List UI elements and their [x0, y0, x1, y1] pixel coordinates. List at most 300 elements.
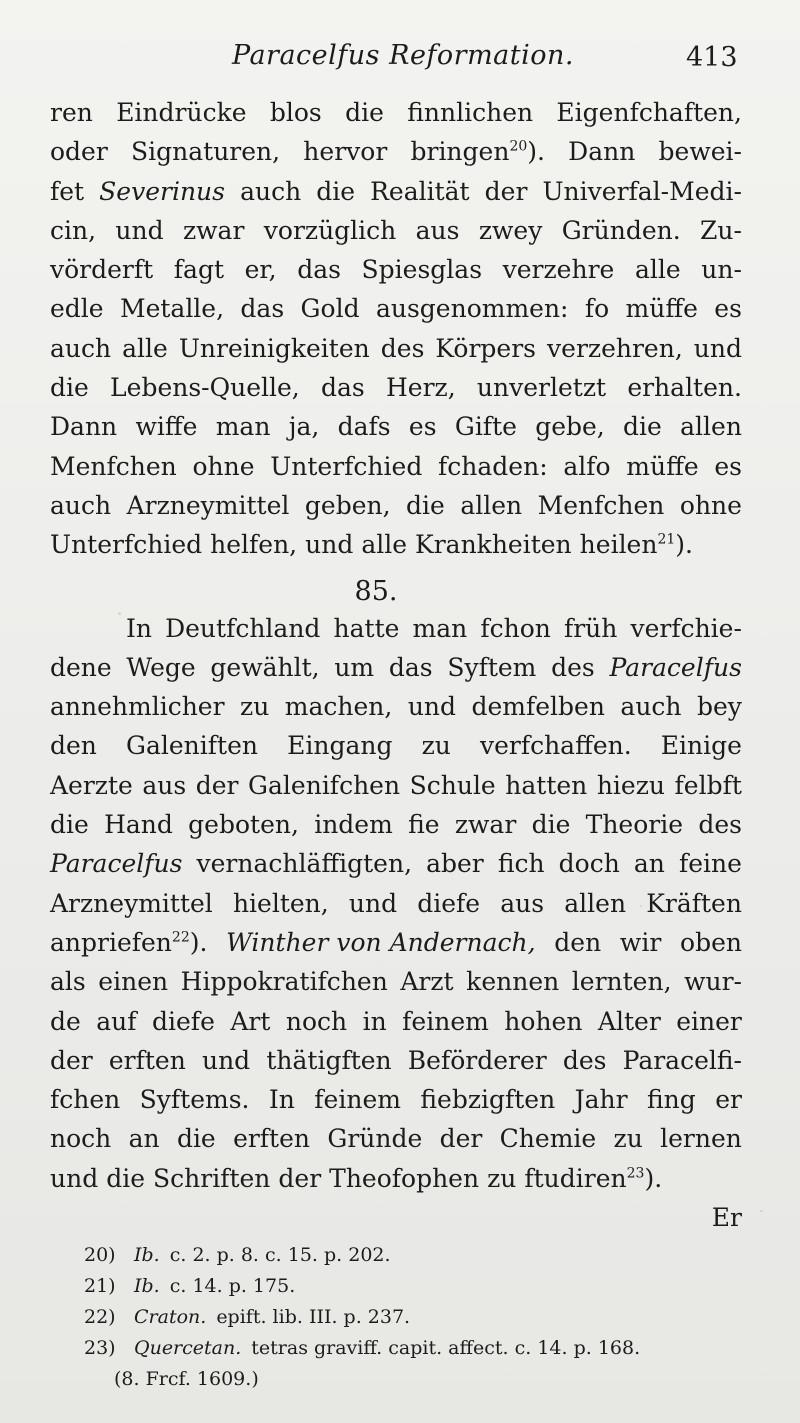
word [230, 1007, 270, 1036]
word-text: das [240, 294, 285, 324]
word-text: Einige [660, 731, 742, 761]
footnote-reference: 20 [509, 138, 528, 155]
word [426, 849, 484, 878]
footnote-text: epift. lib. III. p. 237. [216, 1306, 411, 1328]
footnote [84, 1337, 784, 1368]
word [50, 692, 225, 721]
word [542, 177, 741, 206]
word [266, 1046, 391, 1075]
word-text: Eingang [287, 731, 393, 761]
word-text: blos [269, 98, 322, 127]
word-text: die [406, 490, 445, 520]
punctuation: ). [527, 137, 545, 167]
word [50, 216, 96, 245]
word [202, 1046, 250, 1075]
word [609, 653, 741, 682]
word-text: thätigften [266, 1045, 392, 1075]
word-text: fo [584, 294, 610, 324]
word-text: auch [50, 333, 112, 363]
word [181, 967, 388, 996]
word-text: die [531, 810, 571, 840]
word [233, 1124, 310, 1153]
word-text: die [623, 412, 662, 442]
word-text: früh [563, 613, 618, 643]
word-text: Theofophen [329, 1163, 480, 1193]
word [408, 692, 456, 721]
word [679, 849, 742, 878]
word-text: vörderft [50, 255, 154, 285]
word [409, 412, 437, 441]
word [177, 1124, 216, 1153]
text-line [50, 452, 742, 491]
word [680, 412, 742, 441]
word [698, 810, 742, 839]
word [623, 1046, 742, 1075]
word-text: es [408, 412, 437, 442]
word-text: Zu- [700, 215, 742, 245]
word-text: In [268, 1085, 295, 1115]
word-text: bey [697, 692, 742, 722]
word [472, 692, 605, 721]
word [216, 412, 271, 441]
word-text: der [50, 1045, 93, 1075]
word-text: des [380, 333, 425, 363]
word [701, 255, 742, 284]
word-text: einen [98, 967, 169, 997]
word [245, 255, 277, 284]
word [626, 294, 698, 323]
word-text: hielten, [232, 888, 329, 918]
word-text: Theorie [585, 810, 684, 840]
word [174, 255, 224, 284]
word-text: und [693, 333, 742, 363]
word-text: Aerzte [50, 770, 133, 800]
word-text: allen [680, 412, 742, 442]
word [597, 771, 665, 800]
word-text: Krankheiten [415, 530, 572, 560]
word-text: Wege [126, 652, 196, 682]
word [498, 849, 545, 878]
text-line [50, 692, 742, 731]
word [402, 1007, 489, 1036]
word-text: fing [647, 1085, 696, 1115]
word [406, 491, 445, 520]
word-text: bewei- [658, 137, 742, 167]
footnote-source: Ib. [134, 1275, 160, 1297]
word [50, 1007, 81, 1036]
word [240, 294, 284, 323]
word-text: allen [564, 888, 627, 918]
word-text: müffe [626, 451, 699, 481]
text-line [50, 334, 742, 373]
text-line [50, 967, 742, 1006]
word [370, 177, 470, 206]
word-text: Beförderer [407, 1045, 547, 1075]
word [327, 1124, 422, 1153]
word [487, 1164, 516, 1193]
word-text: erften [108, 1045, 186, 1075]
word [684, 967, 742, 996]
word [376, 294, 569, 323]
word-text: Herz, [386, 373, 456, 403]
word [480, 614, 551, 643]
word [126, 731, 258, 760]
text-line [50, 1164, 742, 1203]
word-text: die [345, 98, 384, 127]
word [321, 373, 365, 402]
word [630, 614, 741, 643]
text-line [50, 810, 742, 849]
word-text: Chemie [499, 1124, 597, 1154]
word-text: hohen [504, 1006, 583, 1036]
word-text: des [551, 652, 595, 682]
word [575, 1085, 628, 1114]
word-text: feine [678, 849, 742, 879]
word-text: verfchie- [630, 613, 742, 643]
word-text: erften [233, 1124, 311, 1154]
text-line [50, 255, 742, 294]
word-text: Dann [568, 137, 636, 167]
word-text: demfelben [471, 692, 605, 722]
word-text: und [115, 215, 164, 245]
word-text: helfen, [210, 530, 298, 560]
word-text: auch [50, 490, 112, 520]
word [109, 1046, 186, 1075]
word-text: un- [701, 255, 742, 285]
word [349, 889, 397, 918]
word-text: Syftem [447, 652, 537, 682]
word-text: Gründen. [561, 215, 681, 245]
word-text: und [201, 1045, 251, 1075]
word-text: aus [142, 770, 187, 800]
paragraph-2 [50, 614, 742, 1203]
word [126, 614, 152, 643]
word [106, 1164, 145, 1193]
word [466, 967, 559, 996]
word-text: Arzt [400, 967, 454, 997]
word [50, 1046, 93, 1075]
footnote-reference: 23 [626, 1165, 645, 1182]
word [314, 810, 393, 839]
word [361, 530, 407, 559]
word-text: fchon [480, 613, 551, 643]
word [563, 452, 610, 481]
word-text: Signaturen, [131, 137, 281, 167]
text-line [50, 177, 742, 216]
word [120, 294, 224, 323]
word [504, 1007, 582, 1036]
word [305, 530, 353, 559]
text-line [50, 1046, 742, 1085]
word-text: um [334, 652, 375, 682]
word-text: kennen [466, 967, 560, 997]
word [110, 373, 300, 402]
word [455, 412, 517, 441]
word [270, 452, 422, 481]
text-line [50, 530, 742, 569]
word-text: und [407, 692, 457, 722]
word-text: wur- [684, 967, 742, 997]
word-text: doch [558, 849, 620, 879]
word-text: lernen [660, 1124, 742, 1154]
word-text: aber [426, 849, 484, 879]
word-text: es [714, 294, 742, 324]
word [647, 1085, 696, 1114]
word [96, 1007, 136, 1036]
word [233, 889, 329, 918]
word [316, 177, 355, 206]
word [338, 412, 391, 441]
text-line [50, 1124, 742, 1163]
paragraph-1 [50, 98, 742, 570]
word [50, 452, 177, 481]
word [477, 373, 606, 402]
word [50, 1124, 111, 1153]
word [248, 771, 400, 800]
word [620, 692, 681, 721]
word-text: vorzüglich [263, 215, 397, 245]
word [410, 137, 544, 166]
punctuation: ). [675, 530, 693, 560]
word [422, 731, 451, 760]
word [192, 452, 254, 481]
word [50, 967, 86, 996]
word-text: in [362, 1006, 387, 1036]
word [676, 1007, 742, 1036]
word [99, 177, 225, 206]
word-text: aus [415, 215, 460, 245]
word [580, 530, 693, 559]
footnote-number: 20) [84, 1244, 116, 1266]
word [264, 216, 397, 245]
word [413, 614, 468, 643]
footnote-text: tetras graviff. capit. affect. c. 14. p. 168. [251, 1337, 641, 1359]
word-text: alle [634, 255, 681, 285]
running-title: Paracelfus Reformation. [232, 40, 574, 71]
word [289, 412, 320, 441]
word-text: Metalle, [119, 294, 225, 324]
word-text: Arzneymittel [50, 888, 213, 918]
text-line [50, 137, 742, 176]
text-line [50, 216, 742, 255]
word [620, 928, 661, 957]
word [408, 810, 439, 839]
word-text: Eigenfchaften, [556, 98, 742, 127]
word-text: das [388, 652, 433, 682]
word [314, 1085, 401, 1114]
word-text: fagt [173, 255, 225, 285]
word [50, 255, 153, 284]
word [104, 810, 173, 839]
word-text: Syftems. [139, 1085, 250, 1115]
word [301, 294, 360, 323]
word [50, 928, 207, 957]
word [183, 216, 244, 245]
word-text: Jahr [574, 1085, 628, 1115]
word [680, 491, 742, 520]
word [480, 731, 632, 760]
word-text: hatte [333, 613, 400, 643]
word [626, 452, 698, 481]
word-text: alle [122, 333, 168, 363]
word-text: Paracelfi- [622, 1045, 742, 1075]
word-text: und [305, 530, 354, 560]
word [386, 373, 456, 402]
word [715, 1085, 742, 1114]
word [680, 928, 742, 957]
word [98, 967, 168, 996]
footnote-source: Quercetan. [134, 1337, 242, 1359]
word [572, 967, 672, 996]
word [435, 334, 536, 363]
word [381, 334, 425, 363]
word-text: den [50, 731, 97, 761]
word [122, 334, 168, 363]
word-text: Arzneymittel [126, 490, 290, 520]
word-text: verzehre [502, 255, 615, 285]
word-text: Paracelfus [50, 849, 183, 879]
word-text: de [50, 1006, 81, 1036]
word [197, 849, 413, 878]
word-text: alle [361, 530, 408, 560]
word [135, 412, 197, 441]
word [345, 98, 384, 127]
word [440, 1124, 483, 1153]
footnote [84, 1306, 784, 1337]
word-text: gebe, [535, 412, 605, 442]
paper-speck [118, 612, 121, 615]
word [50, 1085, 120, 1114]
word [455, 810, 516, 839]
word-text: der [484, 176, 528, 206]
footnote-reference: 21 [657, 531, 676, 548]
word [50, 530, 202, 559]
word-text: man [412, 613, 468, 643]
word-text: hatten [505, 770, 588, 800]
word [240, 177, 301, 206]
word-text: fie [408, 810, 440, 840]
word [661, 731, 742, 760]
text-line [50, 614, 742, 653]
word-text: Körpers [435, 333, 537, 363]
word [564, 614, 617, 643]
word [334, 614, 400, 643]
word [532, 810, 571, 839]
word-text: lernten, [571, 967, 672, 997]
word-text: Gold [300, 294, 360, 324]
word [410, 771, 496, 800]
word-text: Gründe [327, 1124, 423, 1154]
word [400, 967, 453, 996]
text-line [50, 928, 742, 967]
word-text: feinem [402, 1006, 489, 1036]
footnote-reference: 22 [171, 929, 190, 946]
word-text: auch [240, 176, 302, 206]
word-text: das [297, 255, 341, 285]
word [286, 1007, 347, 1036]
word [226, 928, 535, 957]
word-text: cin, [50, 215, 97, 245]
word-text: der [278, 1163, 322, 1193]
word-text: Unterfchied [270, 451, 423, 481]
word-text: machen, [284, 692, 393, 722]
word [116, 98, 246, 127]
text-line [50, 373, 742, 412]
word-text: ren [50, 98, 93, 127]
footnote-text: (8. Frcf. 1609.) [114, 1368, 259, 1390]
word [142, 771, 186, 800]
footnote-number: 23) [84, 1337, 116, 1359]
word-text: und [50, 1163, 99, 1193]
word-text: ohne [192, 451, 255, 481]
word-text: ohne [679, 490, 742, 520]
word [278, 1164, 321, 1193]
word-text: Unreinigkeiten [178, 333, 370, 363]
word-text: indem [314, 810, 393, 840]
word-text: verzehren, [547, 333, 683, 363]
text-line [50, 731, 742, 770]
word [460, 491, 522, 520]
word [389, 653, 433, 682]
word [305, 491, 391, 520]
word [50, 1164, 98, 1193]
word-text: oder [50, 137, 108, 167]
punctuation: ). [644, 1163, 663, 1193]
word [50, 137, 108, 166]
word [50, 653, 112, 682]
word-text: des [562, 1045, 607, 1075]
word [50, 98, 93, 127]
word [50, 177, 84, 206]
word-text: fich [497, 849, 545, 879]
word-text: Univerfal-Medi- [542, 176, 742, 206]
footnote-number: 21) [84, 1275, 116, 1297]
word [505, 771, 587, 800]
word-text: zwey [478, 215, 543, 245]
word-text: auf [96, 1006, 137, 1036]
text-line [50, 1007, 742, 1046]
word-text: Alter [597, 1006, 661, 1036]
word [562, 216, 681, 245]
word-text: alfo [563, 451, 611, 481]
word-text: Deutfchland [165, 613, 321, 643]
word-text: fet [50, 176, 85, 206]
word-text: zu [487, 1163, 517, 1193]
word [50, 294, 104, 323]
word [623, 412, 662, 441]
word-text: den [554, 927, 602, 957]
word [500, 1124, 597, 1153]
word-text: an [128, 1124, 160, 1154]
word-text: zu [240, 692, 270, 722]
footnote-text: c. 2. p. 8. c. 15. p. 202. [169, 1244, 391, 1266]
word [700, 216, 742, 245]
word [675, 771, 742, 800]
word [269, 1085, 295, 1114]
word-text: Schriften [153, 1163, 271, 1193]
word [210, 530, 297, 559]
text-line [50, 849, 742, 888]
word [188, 810, 299, 839]
word-text: bringen [410, 137, 510, 167]
footnote-source: Ib. [134, 1244, 160, 1266]
word-text: ftudiren [524, 1163, 627, 1193]
word [415, 530, 572, 559]
word-text: das [321, 373, 365, 403]
word [297, 255, 341, 284]
word-text: In [126, 613, 152, 643]
page-number: 413 [686, 42, 738, 73]
